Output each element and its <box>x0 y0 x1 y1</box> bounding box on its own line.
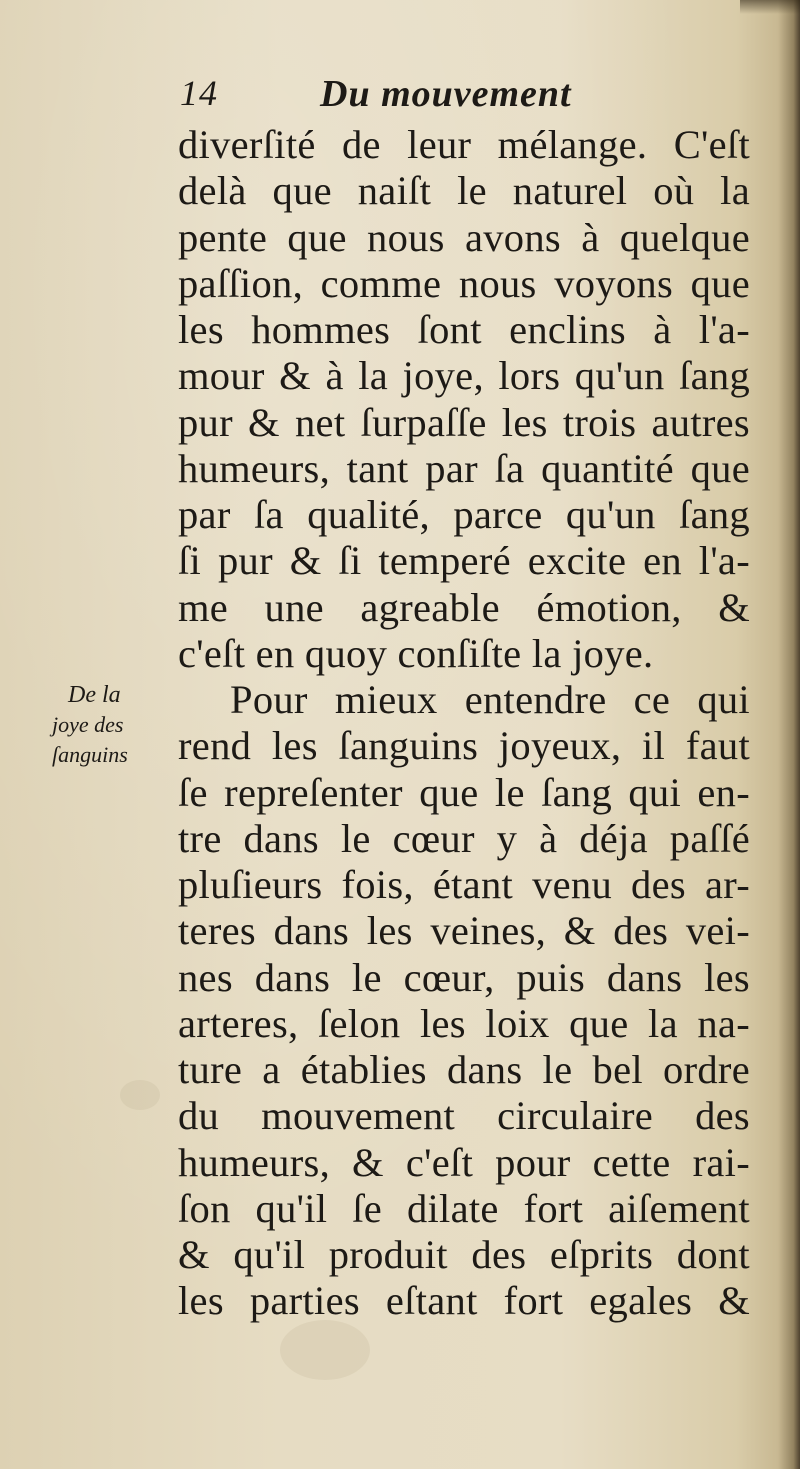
running-title: Du mouvement <box>320 73 572 115</box>
text-line: pur & net ſurpaſſe les trois autres <box>178 399 750 445</box>
text-line: mour & à la joye, lors qu'un ſang <box>178 353 750 399</box>
text-line: les hommes ſont enclins à l'a- <box>178 307 750 352</box>
text-line: arteres, ſelon les loix que la na- <box>178 1000 750 1046</box>
text-line: humeurs, tant par ſa quantité que <box>178 445 750 491</box>
paragraph-end-line: c'eſt en quoy conſiſte la joye. <box>178 630 654 676</box>
body-text <box>178 122 750 1325</box>
page-edge-shadow <box>778 0 800 1469</box>
marginal-note-line: De la <box>68 682 121 708</box>
text-line: par ſa qualité, parce qu'un ſang <box>178 492 750 537</box>
text-line: ture a établies dans le bel ordre <box>178 1047 750 1092</box>
marginal-note <box>52 680 170 770</box>
text-line: teres dans les veines, & des vei- <box>178 908 750 954</box>
paper-stain <box>280 1320 370 1380</box>
marginal-note-line: ſanguins <box>52 742 128 767</box>
text-line: nes dans le cœur, puis dans les <box>178 954 750 1000</box>
text-line: les parties eſtant fort egales & <box>178 1278 750 1324</box>
text-line: pente que nous avons à quelque <box>178 214 750 260</box>
text-line: tre dans le cœur y à déja paſſé <box>178 815 750 861</box>
text-line: & qu'il produit des eſprits dont <box>178 1232 750 1277</box>
marginal-note-line: joye des <box>52 712 124 737</box>
text-line: ſon qu'il ſe dilate fort aiſement <box>178 1185 750 1231</box>
page-header <box>180 72 740 124</box>
text-line: ſe repreſenter que le ſang qui en- <box>178 769 750 815</box>
paragraph-start-line: Pour mieux entendre ce qui <box>230 677 750 722</box>
text-line: diverſité de leur mélange. C'eſt <box>178 122 750 167</box>
text-line: pluſieurs fois, étant venu des ar- <box>178 862 750 907</box>
text-line: ſi pur & ſi temperé excite en l'a- <box>178 538 750 584</box>
text-line: me une agreable émotion, & <box>178 584 750 630</box>
text-line: rend les ſanguins joyeux, il faut <box>178 723 750 769</box>
page-number: 14 <box>180 73 218 113</box>
text-line: delà que naiſt le naturel où la <box>178 168 750 214</box>
paper-stain <box>120 1080 160 1110</box>
text-line: paſſion, comme nous voyons que <box>178 260 750 306</box>
page-corner-shadow <box>740 0 800 14</box>
text-line: humeurs, & c'eſt pour cette rai- <box>178 1139 750 1185</box>
text-line: du mouvement circulaire des <box>178 1093 750 1139</box>
